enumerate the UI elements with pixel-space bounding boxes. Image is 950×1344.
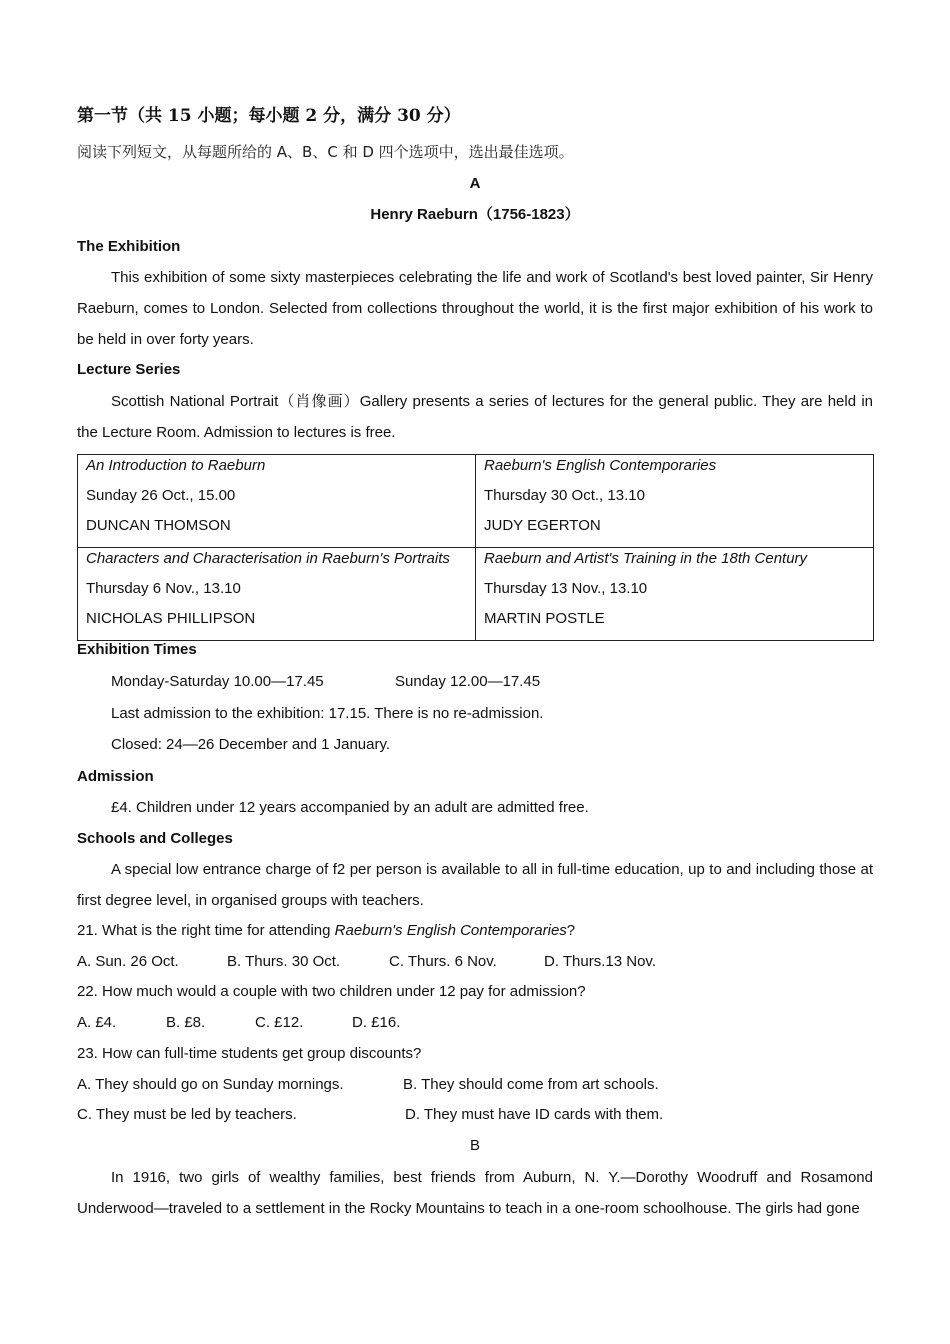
section-heading: 第一节（共 15 小题；每小题 2 分，满分 30 分） <box>77 106 461 126</box>
lecture-cell <box>476 455 874 548</box>
option-d: D. Thurs.13 Nov. <box>544 953 656 970</box>
option-b: B. £8. <box>166 1014 206 1031</box>
lecture-time: Thursday 6 Nov., 13.10 <box>86 580 241 597</box>
option-b: B. Thurs. 30 Oct. <box>227 953 341 970</box>
instruction: 阅读下列短文，从每题所给的 A、B、C 和 D 四个选项中，选出最佳选项。 <box>77 143 574 161</box>
option-a: A. £4. <box>77 1014 117 1031</box>
lecture-series-text <box>77 386 873 448</box>
weekday-hours: Monday-Saturday 10.00—17.45 <box>111 673 324 690</box>
option-d: D. £16. <box>352 1014 401 1031</box>
lecture-table <box>77 454 874 641</box>
passage-a-title: Henry Raeburn（1756-1823） <box>370 206 580 223</box>
question-23: 23. How can full-time students get group discounts? <box>77 1045 422 1062</box>
admission-heading: Admission <box>77 768 154 785</box>
option-d: D. They must have ID cards with them. <box>405 1106 664 1123</box>
lecture-title: An Introduction to Raeburn <box>86 457 266 474</box>
lecture-speaker: JUDY EGERTON <box>484 517 601 534</box>
schools-paragraph: A special low entrance charge of f2 per person is available to all in full-time education, up to and including those at first degree level, in organised groups with teachers. <box>77 861 873 909</box>
option-a: A. Sun. 26 Oct. <box>77 953 179 970</box>
option-c: C. £12. <box>255 1014 304 1031</box>
passage-a-letter: A <box>469 175 481 192</box>
option-c: C. Thurs. 6 Nov. <box>389 953 497 970</box>
closed-dates: Closed: 24—26 December and 1 January. <box>111 736 391 753</box>
option-c: C. They must be led by teachers. <box>77 1106 297 1123</box>
passage-b-text <box>77 1162 873 1224</box>
table-row <box>78 548 874 641</box>
question-stem-italic: Raeburn's English Contemporaries <box>334 922 567 939</box>
schools-text <box>77 854 873 916</box>
lecture-time: Thursday 13 Nov., 13.10 <box>484 580 648 597</box>
lecture-time: Sunday 26 Oct., 15.00 <box>86 487 236 504</box>
lecture-cell <box>78 548 476 641</box>
option-b: B. They should come from art schools. <box>403 1076 659 1093</box>
exhibition-paragraph: This exhibition of some sixty masterpieces celebrating the life and work of Scotland's best loved painter, Sir Henry Raeburn, comes to London. Selected from collections throughout the world, it is the first major exhibition of his work to be held in over forty years. <box>77 269 873 348</box>
passage-b-letter: B <box>469 1137 480 1154</box>
question-stem-end: ? <box>566 922 576 939</box>
passage-b-paragraph: In 1916, two girls of wealthy families, best friends from Auburn, N. Y.—Dorothy Woodruff and Rosamond Underwood—traveled to a settlement in the Rocky Mountains to teach in a one-room schoolhouse. The girls had gone <box>77 1169 873 1217</box>
exhibition-times-heading: Exhibition Times <box>77 641 197 658</box>
lecture-title: Raeburn's English Contemporaries <box>484 457 717 474</box>
lecture-title: Raeburn and Artist's Training in the 18th Century <box>484 550 808 567</box>
lecture-speaker: MARTIN POSTLE <box>484 610 605 627</box>
exhibition-heading: The Exhibition <box>77 238 181 255</box>
schools-heading: Schools and Colleges <box>77 830 233 847</box>
question-21 <box>77 921 575 941</box>
lecture-time: Thursday 30 Oct., 13.10 <box>484 487 645 504</box>
option-a: A. They should go on Sunday mornings. <box>77 1076 344 1093</box>
question-22: 22. How much would a couple with two children under 12 pay for admission? <box>77 983 586 1000</box>
exhibition-text <box>77 262 873 355</box>
lecture-title: Characters and Characterisation in Raeburn's Portraits <box>86 550 450 567</box>
table-row <box>78 455 874 548</box>
lecture-cell <box>476 548 874 641</box>
lecture-series-paragraph: Scottish National Portrait（肖像画）Gallery presents a series of lectures for the general public. They are held in the Lecture Room. Admission to lectures is free. <box>77 393 873 441</box>
admission-text: £4. Children under 12 years accompanied by an adult are admitted free. <box>111 799 589 816</box>
sunday-hours: Sunday 12.00—17.45 <box>395 673 541 690</box>
last-admission: Last admission to the exhibition: 17.15. There is no re-admission. <box>111 705 544 722</box>
lecture-cell <box>78 455 476 548</box>
lecture-series-heading: Lecture Series <box>77 361 181 378</box>
question-stem: 21. What is the right time for attending <box>77 922 335 939</box>
lecture-speaker: NICHOLAS PHILLIPSON <box>86 610 256 627</box>
lecture-speaker: DUNCAN THOMSON <box>86 517 231 534</box>
